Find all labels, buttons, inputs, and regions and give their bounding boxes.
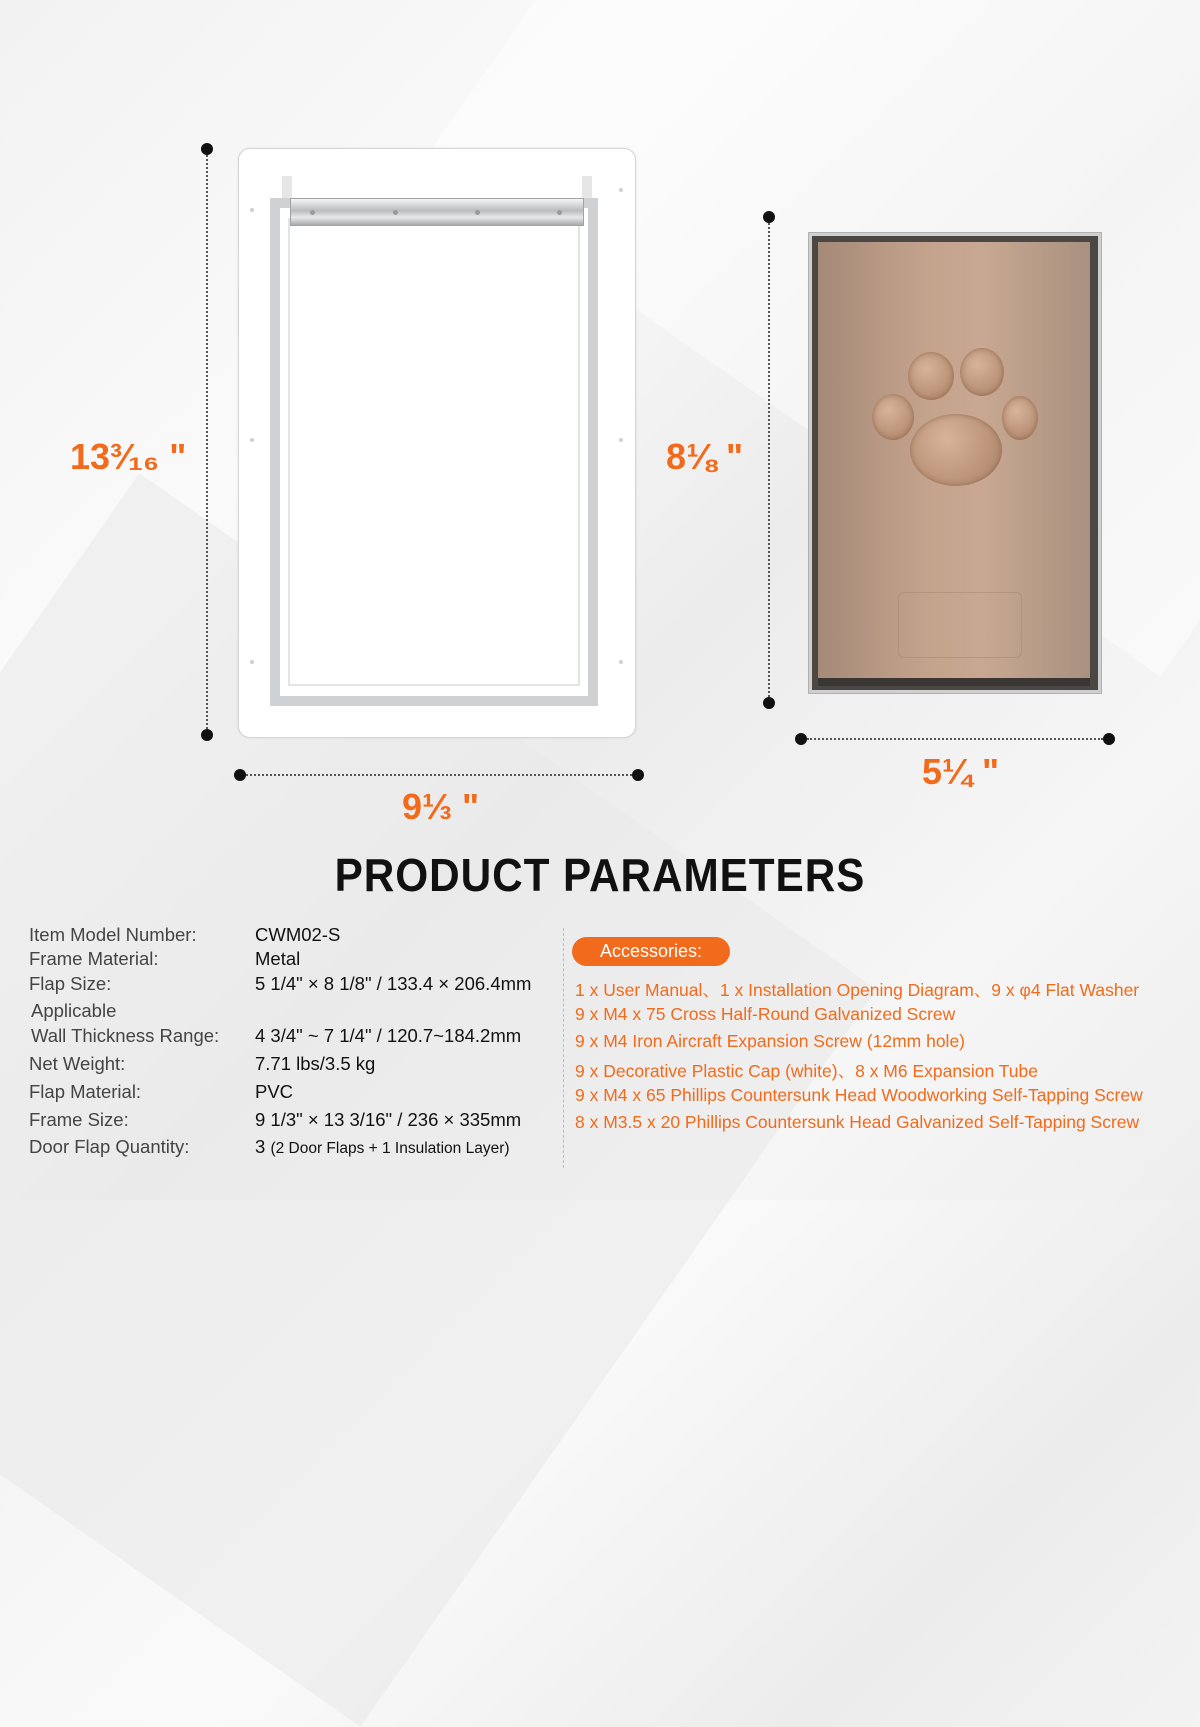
- param-value: Metal: [255, 948, 301, 969]
- param-label: Flap Size:: [29, 973, 112, 994]
- paw-icon: [960, 348, 1004, 396]
- dimension-endpoint: [1103, 733, 1115, 745]
- frame-height-line: [206, 155, 208, 729]
- accessory-item: 9 x M4 x 65 Phillips Countersunk Head Woodworking Self-Tapping Screw: [575, 1085, 1143, 1105]
- flap-width-label: 5¼ ": [922, 751, 1000, 792]
- accessory-item: 9 x Decorative Plastic Cap (white)、8 x M6 Expansion Tube: [575, 1061, 1038, 1081]
- param-value: 5 1/4" × 8 1/8" / 133.4 × 206.4mm: [255, 973, 532, 994]
- dimension-endpoint: [201, 729, 213, 741]
- param-value: 3 (2 Door Flaps + 1 Insulation Layer): [255, 1136, 510, 1157]
- paw-icon: [908, 352, 954, 400]
- flap-height-line: [768, 223, 770, 697]
- paw-icon: [1002, 396, 1038, 440]
- embossed-label: [898, 592, 1022, 658]
- dimension-endpoint: [201, 143, 213, 155]
- param-label: Wall Thickness Range:: [31, 1025, 220, 1046]
- mount-hole: [619, 660, 623, 664]
- param-value: PVC: [255, 1081, 294, 1102]
- param-value: 9 1/3" × 13 3/16" / 236 × 335mm: [255, 1109, 522, 1130]
- hinge-bar: [290, 198, 584, 226]
- mount-hole: [250, 660, 254, 664]
- param-value: CWM02-S: [255, 924, 341, 945]
- param-label: Item Model Number:: [29, 924, 197, 945]
- page-title: PRODUCT PARAMETERS: [334, 849, 866, 901]
- mount-hole: [619, 438, 623, 442]
- param-label: Flap Material:: [29, 1081, 142, 1102]
- mount-hole: [250, 208, 254, 212]
- param-label: Net Weight:: [29, 1053, 126, 1074]
- accessory-item: 9 x M4 x 75 Cross Half-Round Galvanized Screw: [575, 1004, 956, 1024]
- frame-height-label: 13³⁄₁₆ ": [70, 436, 187, 477]
- paw-icon: [872, 394, 914, 440]
- screw-icon: [475, 210, 480, 215]
- paw-icon: [910, 414, 1002, 486]
- param-label: Door Flap Quantity:: [29, 1136, 190, 1157]
- flap-width-line: [807, 738, 1103, 740]
- flap-height-label: 8⅛ ": [666, 436, 744, 477]
- param-label: Applicable: [31, 1000, 117, 1021]
- dimension-endpoint: [234, 769, 246, 781]
- param-label: Frame Size:: [29, 1109, 129, 1130]
- param-value: 7.71 lbs/3.5 kg: [255, 1053, 376, 1074]
- accessory-item: 8 x M3.5 x 20 Phillips Countersunk Head Galvanized Self-Tapping Screw: [575, 1112, 1140, 1132]
- accessories-badge: Accessories:: [572, 937, 730, 966]
- accessory-item: 9 x M4 Iron Aircraft Expansion Screw (12mm hole): [575, 1031, 966, 1051]
- dimension-endpoint: [795, 733, 807, 745]
- mount-hole: [250, 438, 254, 442]
- accessory-item: 1 x User Manual、1 x Installation Opening Diagram、9 x φ4 Flat Washer: [575, 980, 1140, 1000]
- screw-icon: [310, 210, 315, 215]
- frame-width-label: 9⅓ ": [402, 786, 480, 827]
- flap-magnet-strip: [818, 678, 1090, 686]
- dimension-endpoint: [632, 769, 644, 781]
- dimension-endpoint: [763, 697, 775, 709]
- frame-opening-inner: [288, 218, 580, 686]
- screw-icon: [557, 210, 562, 215]
- divider: [563, 928, 564, 1168]
- mount-hole: [619, 188, 623, 192]
- frame-width-line: [246, 774, 632, 776]
- param-label: Frame Material:: [29, 948, 159, 969]
- dimension-endpoint: [763, 211, 775, 223]
- door-flap-note: (2 Door Flaps + 1 Insulation Layer): [270, 1140, 510, 1157]
- param-value: 4 3/4" ~ 7 1/4" / 120.7~184.2mm: [255, 1025, 522, 1046]
- screw-icon: [393, 210, 398, 215]
